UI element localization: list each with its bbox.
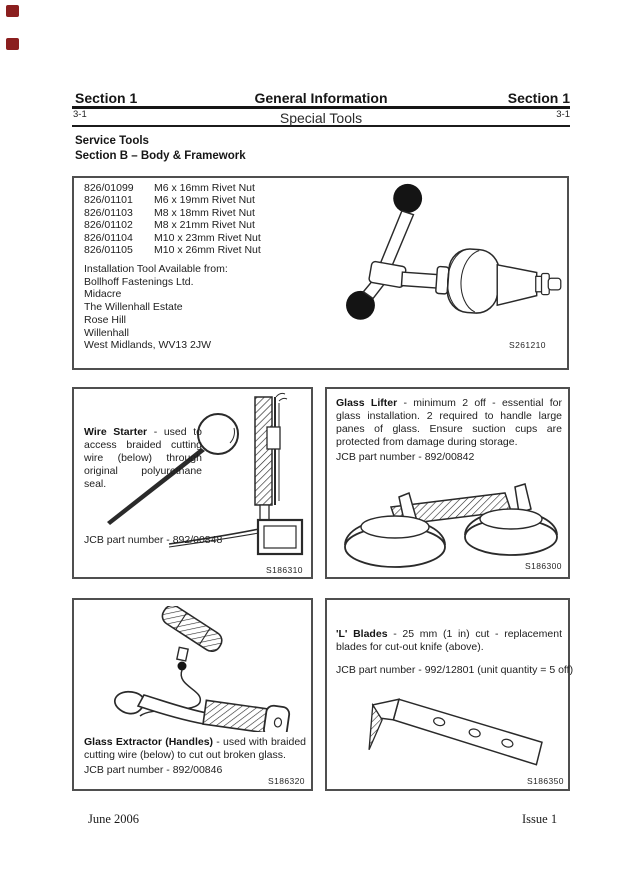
page-header (72, 90, 570, 109)
part-description: M8 x 18mm Rivet Nut (154, 206, 255, 219)
figure-label: S186310 (266, 565, 303, 575)
glass-extractor-panel (72, 598, 313, 791)
rivet-nut-panel (72, 176, 569, 370)
part-number-line: JCB part number - 992/12801 (unit quantity = 5 off) (336, 664, 574, 676)
table-row (84, 244, 261, 256)
part-description: M6 x 19mm Rivet Nut (154, 194, 255, 207)
tool-description: - used with braided cutting wire (below) to cut out broken glass. (84, 736, 306, 761)
table-row (84, 182, 261, 194)
figure-label: S186300 (525, 561, 562, 571)
tool-title: Glass Lifter (336, 397, 398, 409)
table-row (84, 194, 261, 206)
part-number: 826/01102 (84, 219, 133, 232)
tool-title: Wire Starter (84, 426, 148, 438)
table-row (84, 207, 261, 219)
footer-issue: Issue 1 (522, 812, 558, 826)
tool-paragraph (336, 397, 562, 449)
tool-paragraph (84, 426, 202, 491)
wire-starter-panel (72, 387, 313, 579)
glass-lifter-panel (325, 387, 570, 579)
figure-label: S261210 (509, 340, 546, 350)
supplier-line: Midacre (84, 288, 122, 301)
supplier-line: Bollhoff Fastenings Ltd. (84, 275, 194, 288)
supplier-address (84, 263, 228, 352)
part-description: M6 x 16mm Rivet Nut (154, 182, 255, 194)
tool-description: - used to access braided cutting wire (below) through original polyurethane seal. (84, 426, 202, 490)
page-number-left: 3-1 (73, 109, 87, 120)
part-description: M10 x 23mm Rivet Nut (154, 231, 261, 244)
parts-table (84, 182, 261, 256)
figure-label: S186350 (527, 776, 564, 786)
page-subheader (72, 109, 570, 127)
l-blade-illustration (341, 686, 556, 778)
tool-description: - minimum 2 off - essential for glass installation. 2 required to handle large panes of glass. Ensure suction cups are protected from damage during storage. (336, 397, 562, 448)
supplier-line: Installation Tool Available from: (84, 263, 228, 275)
part-number: 826/01105 (84, 244, 133, 257)
corner-mark-bottom (6, 38, 19, 50)
section-intro (75, 134, 246, 164)
tool-title: Glass Extractor (Handles) (84, 736, 214, 748)
supplier-line: Rose Hill (84, 313, 127, 326)
tool-paragraph (84, 736, 306, 762)
tool-title: 'L' Blades (336, 628, 388, 640)
part-description: M8 x 21mm Rivet Nut (154, 219, 255, 232)
corner-mark-top (6, 5, 19, 17)
supplier-line: The Willenhall Estate (84, 301, 183, 314)
supplier-line: Willenhall (84, 326, 129, 339)
glass-lifter-illustration (333, 477, 563, 573)
supplier-line: West Midlands, WV13 2JW (84, 339, 212, 352)
rivet-nut-tool-illustration (340, 182, 562, 338)
intro-section-b: Section B – Body & Framework (75, 150, 246, 162)
part-number-line: JCB part number - 892/00842 (336, 451, 475, 463)
header-section-left: Section 1 (75, 90, 138, 106)
figure-label: S186320 (268, 776, 305, 786)
page-title: General Information (254, 90, 388, 106)
footer-date: June 2006 (88, 812, 140, 826)
header-section-right: Section 1 (507, 90, 570, 106)
part-number: 826/01104 (84, 231, 133, 244)
part-number-line: JCB part number - 892/00846 (84, 764, 223, 776)
part-number: 826/01099 (84, 182, 134, 194)
l-blades-panel (325, 598, 574, 791)
part-number: 826/01103 (84, 206, 133, 219)
table-row (84, 232, 261, 244)
page-number-right: 3-1 (556, 109, 570, 120)
part-number-line: JCB part number - 892/00848 (84, 534, 223, 546)
tool-paragraph (336, 628, 562, 654)
glass-extractor-illustration (86, 606, 302, 732)
part-number: 826/01101 (84, 194, 133, 207)
part-description: M10 x 26mm Rivet Nut (154, 244, 261, 257)
page-subtitle: Special Tools (279, 110, 363, 126)
intro-service-tools: Service Tools (75, 135, 149, 147)
tool-description: - 25 mm (1 in) cut - replacement blades for cut-out knife (above). (336, 628, 562, 653)
table-row (84, 219, 261, 231)
